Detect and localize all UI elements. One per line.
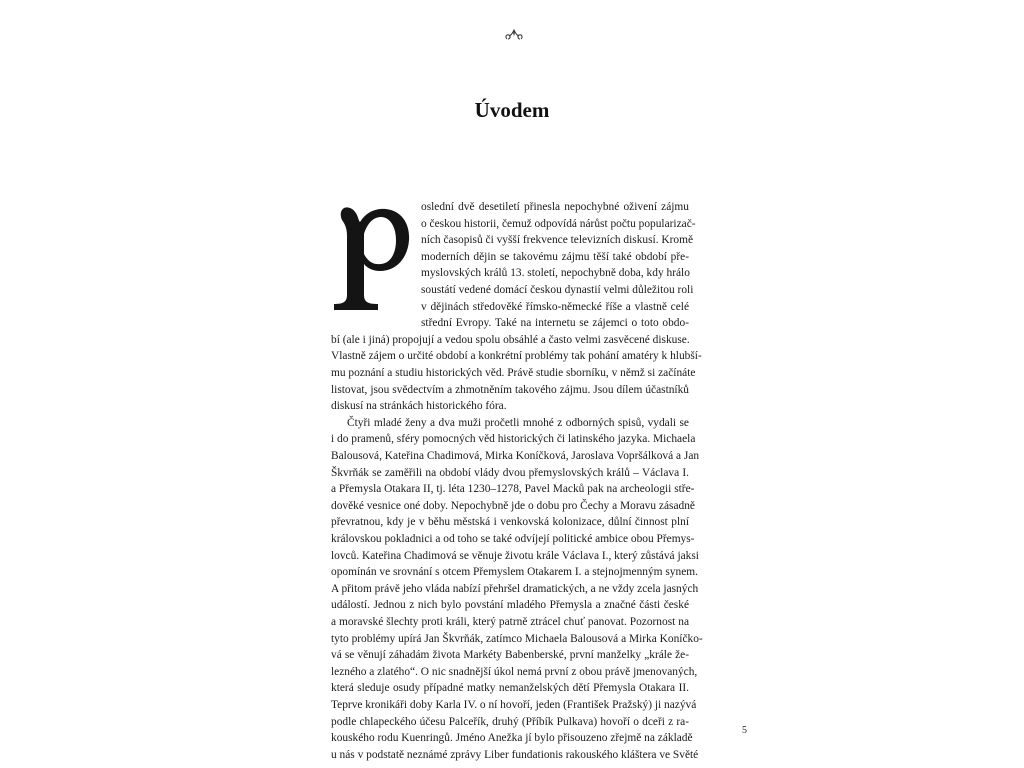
text-line: A přitom právě jeho vláda nabízí přehršel dramatických, a ne vždy zcela jasných bbox=[331, 582, 699, 595]
text-line: moderních dějin se takovému zájmu těší také období pře- bbox=[421, 250, 689, 263]
text-line: a Přemysla Otakara II, tj. léta 1230–1278, Pavel Macků pak na archeologii stře- bbox=[331, 483, 695, 496]
text-line: tyto problémy upírá Jan Škvrňák, zatímco Michaela Balousová a Mirka Koníčko- bbox=[331, 632, 703, 645]
text-line: oslední dvě desetiletí přinesla nepochybné oživení zájmu bbox=[421, 201, 689, 213]
text-line: ních časopisů či vyšší frekvence televizních diskusí. Kromě bbox=[421, 234, 694, 247]
text-line: myslovských králů 13. století, nepochybně doba, kdy hrálo bbox=[421, 267, 690, 280]
text-line: Vlastně zájem o určité období a konkrétní problémy tak pohání amatéry k hlubší- bbox=[331, 350, 702, 363]
text-line: Škvrňák se zaměřili na období vlády dvou přemyslovských králů – Václava I. bbox=[331, 466, 689, 479]
text-line: Balousová, Kateřina Chadimová, Mirka Koníčková, Jaroslava Vopršálková a Jan bbox=[331, 450, 700, 462]
text-line: která sleduje osudy případné matky nemanželských dětí Přemysla Otakara II. bbox=[331, 682, 689, 695]
text-line: vá se věnují záhadám života Markéty Babenberské, první manželky „krále že- bbox=[331, 649, 689, 662]
text-line: Teprve kronikáři doby Karla IV. o ní hovoří, jeden (František Pražský) ji nazývá bbox=[331, 699, 697, 711]
text-line: bí (ale i jiná) propojují a vedou spolu obsáhlé a často velmi zasvěcené diskuse. bbox=[331, 333, 690, 346]
text-line: o českou historii, čemuž odpovídá nárůst počtu popularizač- bbox=[421, 217, 696, 230]
text-line: převratnou, kdy je v běhu městská i venkovská kolonizace, důlní činnost plní bbox=[331, 516, 689, 529]
text-line: královskou pokladnici a od toho se také odvíjejí politické ambice obou Přemys- bbox=[331, 533, 695, 545]
text-line: v dějinách středověké římsko-německé říše a vlastně celé bbox=[421, 300, 689, 313]
text-line: událostí. Jednou z nich bylo povstání mladého Přemysla a značné části české bbox=[331, 599, 689, 612]
text-line: i do pramenů, sféry pomocných věd historických či latinského jazyka. Michaela bbox=[331, 433, 696, 446]
text-line: kouského rodu Kuenringů. Jméno Anežka jí bylo přisouzeno zřejmě na základě bbox=[331, 732, 693, 745]
text-line: mu poznání a studiu historických věd. Právě studie sborníku, v němž si začínáte bbox=[331, 367, 696, 379]
text-line: lezného a zlatého“. O nic snadnější úkol nemá první z obou právě jmenovaných, bbox=[331, 665, 698, 678]
text-line: Čtyři mladé ženy a dva muži pročetli mnohé z odborných spisů, vydali se bbox=[347, 416, 689, 429]
drop-cap-letter bbox=[328, 198, 412, 314]
text-line: střední Evropy. Také na internetu se zájemci o toto obdo- bbox=[421, 317, 689, 330]
chapter-title: Úvodem bbox=[474, 98, 550, 122]
text-line: opomínán ve srovnání s otcem Přemyslem Otakarem I. a stejnojmenným synem. bbox=[331, 566, 698, 579]
text-line: u nás v podstatě neznámé zprávy Liber fundationis rakouského kláštera ve Světé bbox=[331, 748, 699, 761]
page-number: 5 bbox=[742, 725, 747, 736]
text-line: lovců. Kateřina Chadimová se věnuje životu krále Václava I., který zůstává jaksi bbox=[331, 549, 699, 562]
text-line: podle chlapeckého účesu Palceřík, druhý (Příbík Pulkava) hovoří o dceři z ra- bbox=[331, 715, 689, 728]
text-line: a moravské šlechty proti králi, který patrně ztrácel chuť panovat. Pozornost na bbox=[331, 616, 689, 628]
text-line: soustátí vedené domácí českou dynastií velmi důležitou roli bbox=[421, 284, 694, 296]
text-line: listovat, jsou svědectvím a zhmotněním takového zájmu. Jsou dílem účastníků bbox=[331, 383, 689, 396]
fleuron-ornament-icon bbox=[504, 28, 524, 42]
text-line: diskusí na stránkách historického fóra. bbox=[331, 400, 507, 413]
text-line: dověké vesnice oné doby. Nepochybně jde o dobu pro Čechy a Moravu zásadně bbox=[331, 499, 695, 512]
